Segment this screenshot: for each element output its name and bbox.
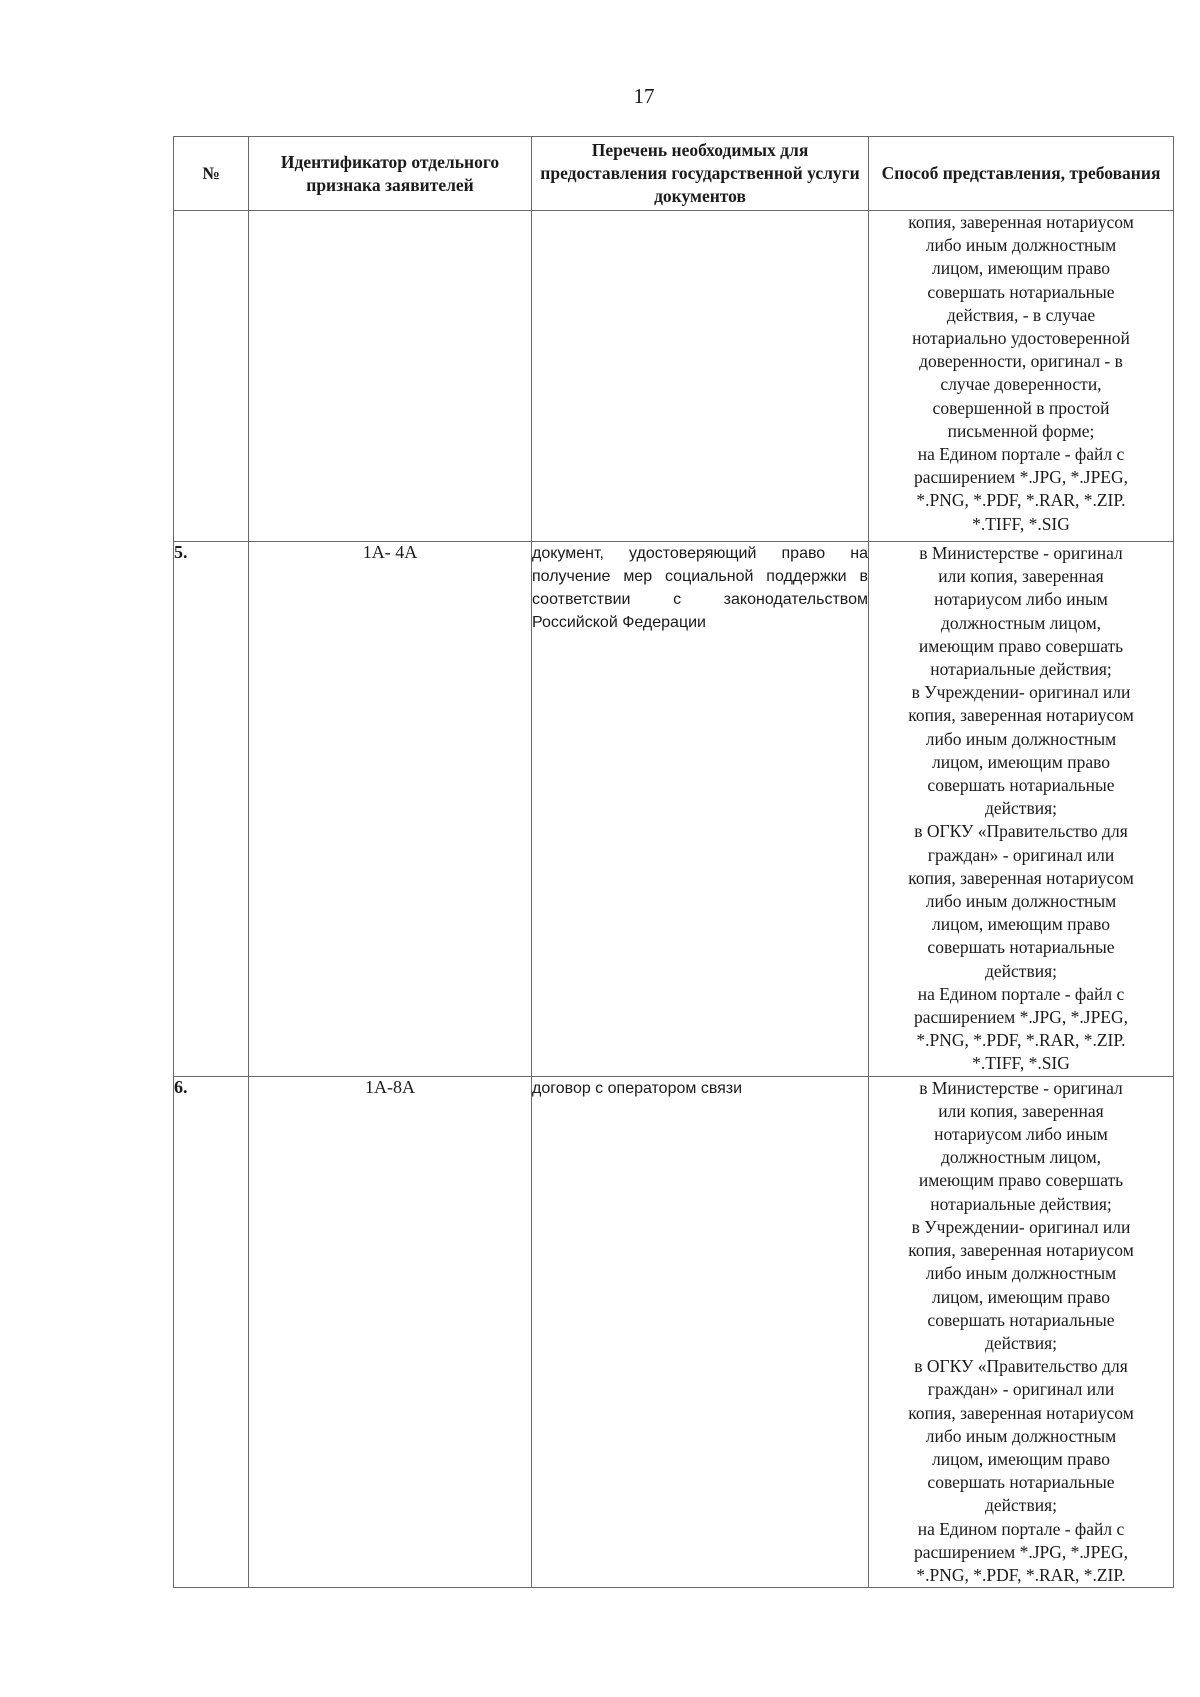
method-line: в Учреждении- оригинал или: [911, 682, 1131, 703]
method-line: лицом, имеющим право: [931, 258, 1111, 279]
method-line: совершать нотариальные: [927, 775, 1115, 796]
header-row: [174, 137, 1174, 211]
row-method: [869, 1076, 1174, 1587]
row-identifier: [249, 211, 532, 542]
method-line: на Едином портале - файл с: [917, 983, 1125, 1004]
method-line: или копия, заверенная: [938, 566, 1104, 587]
method-line: лицом, имеющим право: [931, 1448, 1111, 1469]
method-line: нотариусом либо иным: [934, 589, 1108, 610]
method-line: граждан» - оригинал или: [927, 844, 1115, 865]
method-line: *.PNG, *.PDF, *.RAR, *.ZIP.: [916, 490, 1126, 511]
table-header: [174, 137, 1174, 211]
method-line: нотариальные действия;: [930, 659, 1112, 680]
page-number: 17: [633, 84, 655, 108]
method-line: в Министерстве - оригинал: [919, 1077, 1123, 1098]
method-line: копия, заверенная нотариусом: [908, 1402, 1134, 1423]
method-line: расширением *.JPG, *.JPEG,: [913, 467, 1129, 488]
method-line: совершенной в простой: [932, 397, 1110, 418]
table-row: [174, 542, 1174, 1077]
method-line: копия, заверенная нотариусом: [908, 212, 1134, 232]
method-line: лицом, имеющим право: [931, 914, 1111, 935]
method-line: в Министерстве - оригинал: [919, 543, 1123, 563]
method-line: имеющим право совершать: [918, 1170, 1124, 1191]
method-line: или копия, заверенная: [938, 1100, 1104, 1121]
method-line: *.TIFF, *.SIG: [972, 513, 1070, 534]
row-documents: документ, удостоверяющий право на получение мер социальной поддержки в соответствии с законодательством Российской Федерации: [532, 542, 869, 1077]
method-line: действия, - в случае: [946, 304, 1096, 325]
method-line: в ОГКУ «Правительство для: [914, 1356, 1128, 1377]
method-line: на Едином портале - файл с: [917, 1518, 1125, 1539]
method-line: нотариусом либо иным: [934, 1124, 1108, 1145]
header-method: Способ представления, требования: [869, 137, 1174, 211]
header-documents: Перечень необходимых для предоставления государственной услуги документов: [532, 137, 869, 211]
method-line: в Учреждении- оригинал или: [911, 1216, 1131, 1237]
method-line: *.PNG, *.PDF, *.RAR, *.ZIP.: [916, 1564, 1126, 1585]
method-line: либо иным должностным: [925, 235, 1117, 256]
row-num: 5.: [174, 542, 249, 1077]
method-line: случае доверенности,: [940, 374, 1102, 395]
method-line: должностным лицом,: [940, 612, 1102, 633]
method-line: граждан» - оригинал или: [927, 1379, 1115, 1400]
method-line: действия;: [985, 798, 1057, 819]
method-line: нотариальные действия;: [930, 1193, 1112, 1214]
table-row: [174, 211, 1174, 542]
method-line: доверенности, оригинал - в: [919, 351, 1123, 372]
header-identifier: Идентификатор отдельного признака заявителей: [249, 137, 532, 211]
row-identifier: 1А-8А: [249, 1076, 532, 1587]
documents-table: [173, 136, 1174, 1588]
method-line: лицом, имеющим право: [931, 1286, 1111, 1307]
method-line: на Едином портале - файл с: [917, 444, 1125, 465]
method-line: либо иным должностным: [925, 1425, 1117, 1446]
method-line: *.TIFF, *.SIG: [972, 1053, 1070, 1074]
method-line: действия;: [985, 960, 1057, 981]
row-identifier: 1А- 4А: [249, 542, 532, 1077]
method-line: в ОГКУ «Правительство для: [914, 821, 1128, 842]
method-line: либо иным должностным: [925, 1263, 1117, 1284]
row-num: [174, 211, 249, 542]
method-line: совершать нотариальные: [927, 1472, 1115, 1493]
method-line: действия;: [985, 1332, 1057, 1353]
method-line: расширением *.JPG, *.JPEG,: [913, 1007, 1129, 1028]
method-line: *.PNG, *.PDF, *.RAR, *.ZIP.: [916, 1030, 1126, 1051]
row-method: [869, 542, 1174, 1077]
method-line: совершать нотариальные: [927, 937, 1115, 958]
method-line: расширением *.JPG, *.JPEG,: [913, 1541, 1129, 1562]
method-line: совершать нотариальные: [927, 1309, 1115, 1330]
row-documents: договор с оператором связи: [532, 1076, 869, 1587]
method-line: совершать нотариальные: [927, 281, 1115, 302]
row-num: 6.: [174, 1076, 249, 1587]
method-line: имеющим право совершать: [918, 635, 1124, 656]
method-line: копия, заверенная нотариусом: [908, 867, 1134, 888]
row-method: [869, 211, 1174, 542]
method-line: копия, заверенная нотариусом: [908, 1240, 1134, 1261]
method-line: действия;: [985, 1495, 1057, 1516]
row-documents: [532, 211, 869, 542]
table-body: [174, 211, 1174, 1588]
method-line: должностным лицом,: [940, 1147, 1102, 1168]
header-num: №: [174, 137, 249, 211]
method-line: нотариально удостоверенной: [912, 328, 1130, 349]
method-line: либо иным должностным: [925, 891, 1117, 912]
method-line: либо иным должностным: [925, 728, 1117, 749]
method-line: письменной форме;: [947, 420, 1095, 441]
table-row: [174, 1076, 1174, 1587]
method-line: лицом, имеющим право: [931, 751, 1111, 772]
method-line: копия, заверенная нотариусом: [908, 705, 1134, 726]
